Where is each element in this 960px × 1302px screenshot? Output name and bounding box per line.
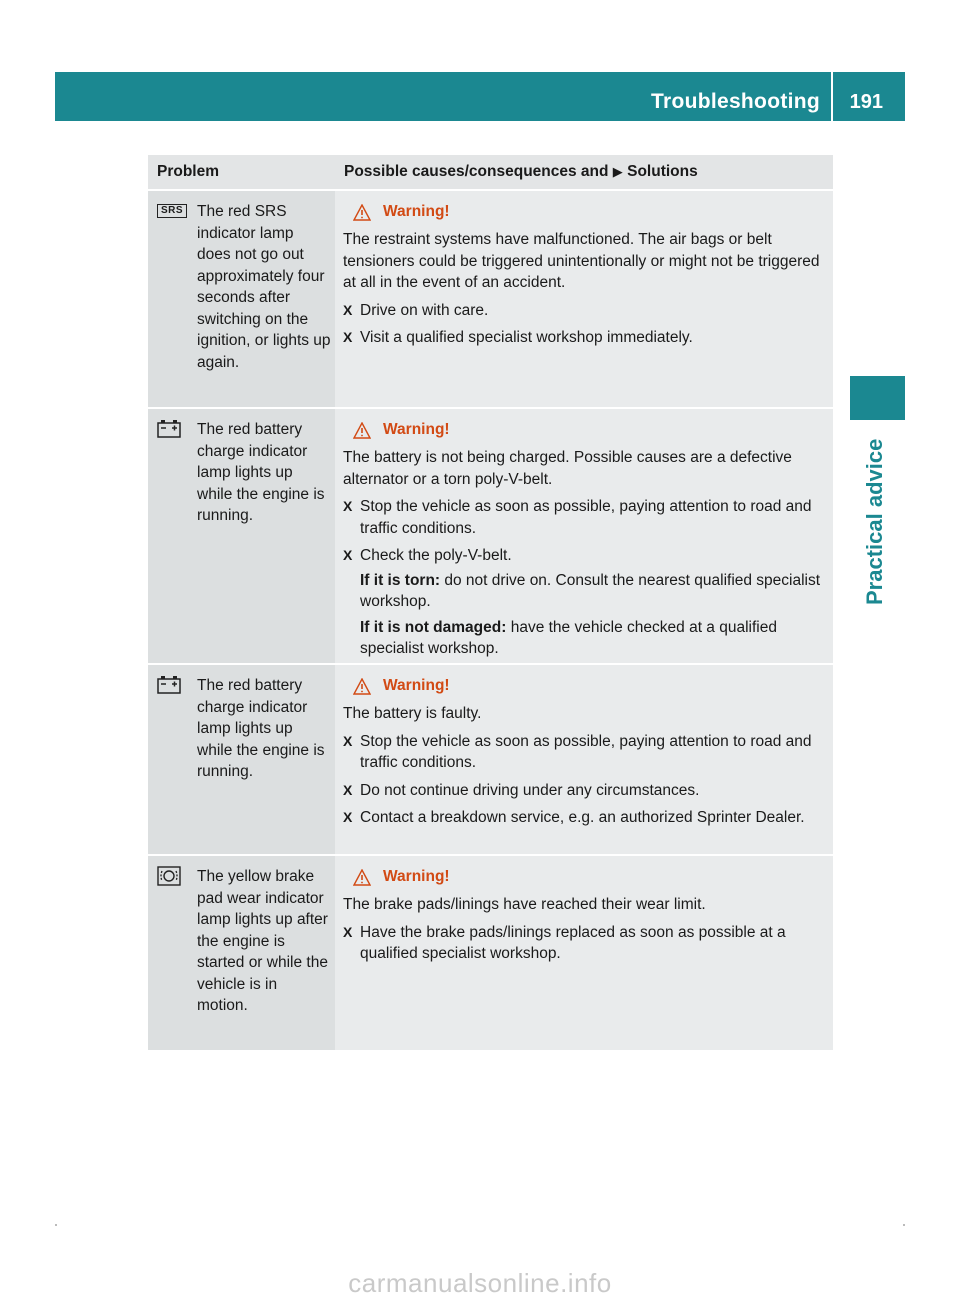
column-header-solutions-suffix: Solutions — [627, 163, 698, 181]
solution-description: The brake pads/linings have reached their wear limit. — [343, 896, 706, 913]
solution-step — [343, 922, 827, 965]
side-tab-marker — [850, 376, 905, 420]
solution-step — [343, 327, 827, 349]
condition-not-damaged — [360, 617, 827, 660]
condition-torn — [360, 570, 827, 613]
warning-triangle-icon — [353, 422, 371, 439]
warning-heading — [353, 199, 827, 225]
step-arrow-icon: X — [343, 498, 353, 514]
column-header-problem: Problem — [148, 155, 335, 190]
header-divider — [831, 72, 833, 121]
step-arrow-icon: X — [343, 301, 353, 318]
warning-label: Warning! — [383, 203, 450, 221]
step-text: Check the poly-V-belt. — [360, 547, 512, 564]
arrow-right-icon: ▶ — [612, 164, 623, 180]
solution-cell — [335, 855, 833, 1051]
table-row — [148, 190, 833, 408]
condition-label: If it is torn: — [360, 571, 441, 589]
warning-triangle-icon — [353, 869, 371, 886]
step-text: Visit a qualified specialist workshop immediately. — [360, 329, 693, 346]
problem-text: The red battery charge indicator lamp lights up while the engine is running. — [197, 421, 325, 524]
warning-heading — [353, 673, 827, 699]
solution-cell — [335, 408, 833, 664]
solution-step — [343, 300, 827, 322]
column-header-solutions-prefix: Possible causes/consequences and — [344, 163, 609, 181]
condition-text: have the vehicle checked at a qualified specialist workshop. — [360, 618, 777, 657]
condition-text: do not drive on. Consult the nearest qualified specialist workshop. — [360, 571, 821, 610]
warning-label: Warning! — [383, 421, 450, 439]
table-row — [148, 855, 833, 1051]
page-header-bar — [55, 72, 905, 121]
table-row — [148, 408, 833, 664]
step-text: Stop the vehicle as soon as possible, paying attention to road and traffic conditions. — [360, 498, 812, 537]
solution-description: The restraint systems have malfunctioned. The air bags or belt tensioners could be triggered unintentionally or might not be triggered at all in the event of an accident. — [343, 231, 820, 291]
problem-cell — [148, 190, 335, 408]
problem-cell — [148, 855, 335, 1051]
step-arrow-icon: X — [343, 809, 353, 825]
solution-step — [343, 496, 827, 539]
srs-icon: SRS — [157, 204, 187, 218]
footer-dot — [55, 1224, 57, 1226]
solution-cell — [335, 190, 833, 408]
column-header-solutions — [335, 155, 833, 190]
section-title: Troubleshooting — [651, 90, 820, 113]
footer-dot — [903, 1224, 905, 1226]
solution-step — [343, 807, 827, 829]
problem-text: The red SRS indicator lamp does not go out approximately four seconds after switching on the ignition, or lights up again. — [197, 203, 331, 371]
step-text: Contact a breakdown service, e.g. an authorized Sprinter Dealer. — [360, 809, 805, 826]
step-arrow-icon: X — [343, 547, 353, 563]
warning-heading — [353, 417, 827, 443]
problem-cell — [148, 408, 335, 664]
warning-heading — [353, 864, 827, 890]
problem-text: The red battery charge indicator lamp lights up while the engine is running. — [197, 677, 325, 780]
page-number: 191 — [849, 91, 883, 113]
side-chapter-label — [846, 430, 906, 610]
warning-triangle-icon — [353, 678, 371, 695]
side-chapter-label-text: Practical advice — [862, 438, 887, 605]
problem-cell — [148, 664, 335, 855]
solution-step — [343, 780, 827, 802]
battery-icon — [157, 419, 181, 438]
solution-description: The battery is faulty. — [343, 705, 482, 722]
solution-description: The battery is not being charged. Possible causes are a defective alternator or a torn poly-V-belt. — [343, 449, 792, 488]
condition-label: If it is not damaged: — [360, 618, 507, 636]
step-text: Do not continue driving under any circumstances. — [360, 781, 700, 799]
table-header-row — [148, 155, 833, 190]
brake-pad-icon — [157, 866, 181, 886]
solution-step — [343, 545, 827, 567]
warning-label: Warning! — [383, 677, 450, 695]
step-arrow-icon: X — [343, 732, 353, 749]
step-arrow-icon: X — [343, 923, 353, 940]
problem-text: The yellow brake pad wear indicator lamp lights up after the engine is started or while the vehicle is in motion. — [197, 868, 328, 1014]
troubleshooting-table — [148, 155, 833, 1052]
watermark: carmanualsonline.info — [348, 1268, 612, 1298]
solution-step — [343, 731, 827, 774]
step-arrow-icon: X — [343, 329, 353, 345]
step-text: Drive on with care. — [360, 301, 489, 319]
warning-triangle-icon — [353, 204, 371, 221]
step-text: Stop the vehicle as soon as possible, paying attention to road and traffic conditions. — [360, 732, 812, 771]
step-arrow-icon: X — [343, 781, 353, 798]
step-text: Have the brake pads/linings replaced as soon as possible at a qualified specialist workshop. — [360, 923, 786, 962]
solution-cell — [335, 664, 833, 855]
table-row — [148, 664, 833, 855]
warning-label: Warning! — [383, 868, 450, 886]
battery-icon — [157, 675, 181, 694]
